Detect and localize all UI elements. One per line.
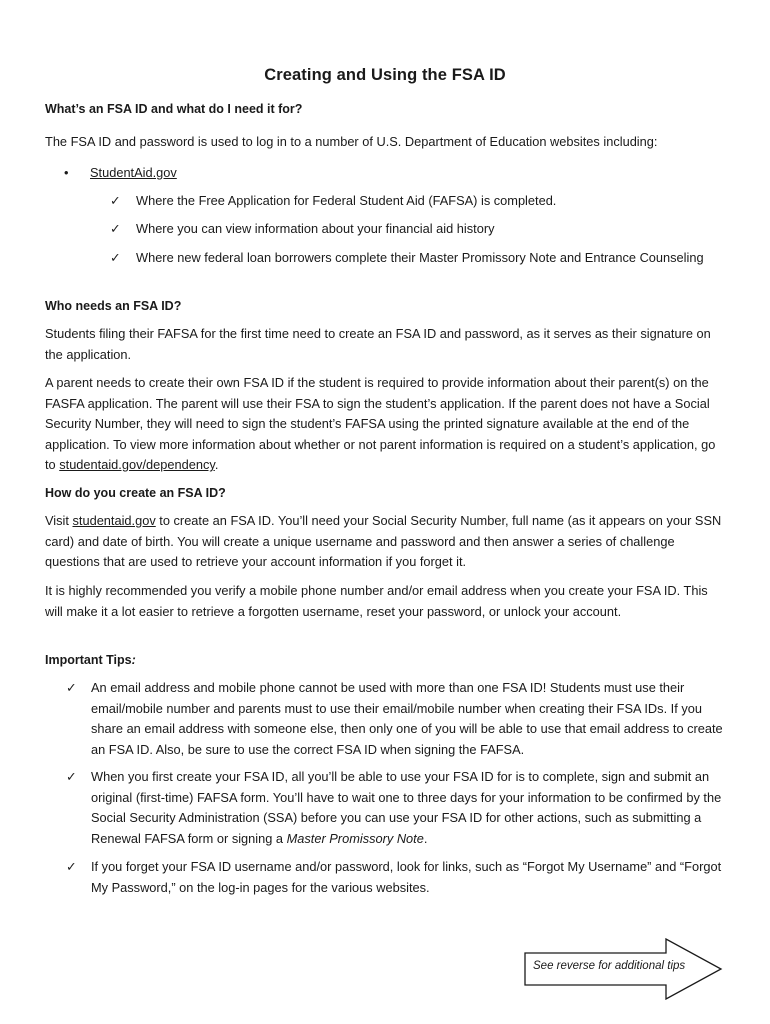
studentaid-link[interactable]: StudentAid.gov [90,165,177,180]
section-heading-important-tips [45,653,136,667]
parent-paragraph [45,373,725,476]
check-item-text: Where the Free Application for Federal Student Aid (FAFSA) is completed. [136,193,557,208]
section-heading-what-is-fsa-id: What’s an FSA ID and what do I need it for? [45,102,303,116]
checkmark-icon: ✓ [66,680,77,695]
section-heading-how-create: How do you create an FSA ID? [45,486,226,500]
period: . [423,830,428,846]
tips-heading-text: Important Tips [45,653,132,667]
bullet-item-studentaid [64,165,177,180]
tip-item-forgot [66,857,726,899]
recommend-paragraph: It is highly recommended you verify a mobile phone number and/or email address when you create your FSA ID. This will make it a lot easier to retrieve a forgotten username, reset your password, or unlock your account. [45,583,708,619]
checkmark-icon: ✓ [66,859,77,874]
intro-paragraph: The FSA ID and password is used to log in to a number of U.S. Department of Education websites including: [45,134,658,149]
dependency-link[interactable]: studentaid.gov/dependency [59,457,215,472]
see-reverse-label: See reverse for additional tips [533,960,686,972]
create-paragraph-start: Visit [45,513,73,528]
students-paragraph: Students filing their FAFSA for the first time need to create an FSA ID and password, as it serves as their signature on the application. [45,326,711,362]
tip-text-main: When you first create your FSA ID, all you’ll be able to use your FSA ID for is to complete, sign and submit an original (first-time) FAFSA form. You’ll have to wait one to three days for your information to be confirmed by the Social Security Administration (SSA) before you can use your FSA ID for other actions, such as submitting a Renewal FAFSA form or signing a [91,769,722,846]
bullet-marker: • [64,165,69,180]
tip-item-first-create [66,767,726,851]
check-item-promissory [110,248,710,290]
tip-text [91,767,726,849]
check-item-fafsa [110,191,710,213]
parent-paragraph-text: A parent needs to create their own FSA ID if the student is required to provide information about their parent(s) on the FASFA application. The parent will use their FSA to sign the student’s application. If the parent does not have a Social Security Number, they will need to sign the student’s FAFSA using the printed signature available at the end of the application. To view more information about whether or not parent information is required on a student’s application, go to [45,375,716,472]
check-item-history [110,219,710,241]
check-item-text: Where you can view information about your financial aid history [136,221,495,236]
studentaid-gov-link[interactable]: studentaid.gov [72,513,156,528]
checkmark-icon: ✓ [110,250,121,265]
tip-text-emphasis: Master Promissory Note [286,830,424,846]
tips-heading-colon: : [131,653,136,667]
create-paragraph-rest: to create an FSA ID. You’ll need your Social Security Number, full name (as it appears on your SSN card) and date of birth. You will create a unique username and password and then answer a series of challenge questions that are used to retrieve your account information if you forget it. [45,513,722,569]
tip-text: An email address and mobile phone cannot be used with more than one FSA ID! Students must use their email/mobile number and parents must to use their email/mobile number when creating their FSA IDs. If you share an email address with someone else, then only one of you will be able to use that email address to create an FSA ID. Also, be sure to use the correct FSA ID when signing the FAFSA. [91,680,723,757]
section-heading-who-needs: Who needs an FSA ID? [45,299,182,313]
check-item-text: Where new federal loan borrowers complete their Master Promissory Note and Entrance Counseling [136,250,704,265]
see-reverse-arrow [524,938,724,1000]
create-paragraph [45,511,725,573]
checkmark-icon: ✓ [66,769,77,784]
checkmark-icon: ✓ [110,221,121,236]
checkmark-icon: ✓ [110,193,121,208]
tip-item-email [66,678,726,762]
page-title: Creating and Using the FSA ID [264,66,506,84]
tip-text: If you forget your FSA ID username and/or password, look for links, such as “Forgot My Username” and “Forgot My Password,” on the log-in pages for the various websites. [91,859,722,895]
period: . [214,457,219,472]
